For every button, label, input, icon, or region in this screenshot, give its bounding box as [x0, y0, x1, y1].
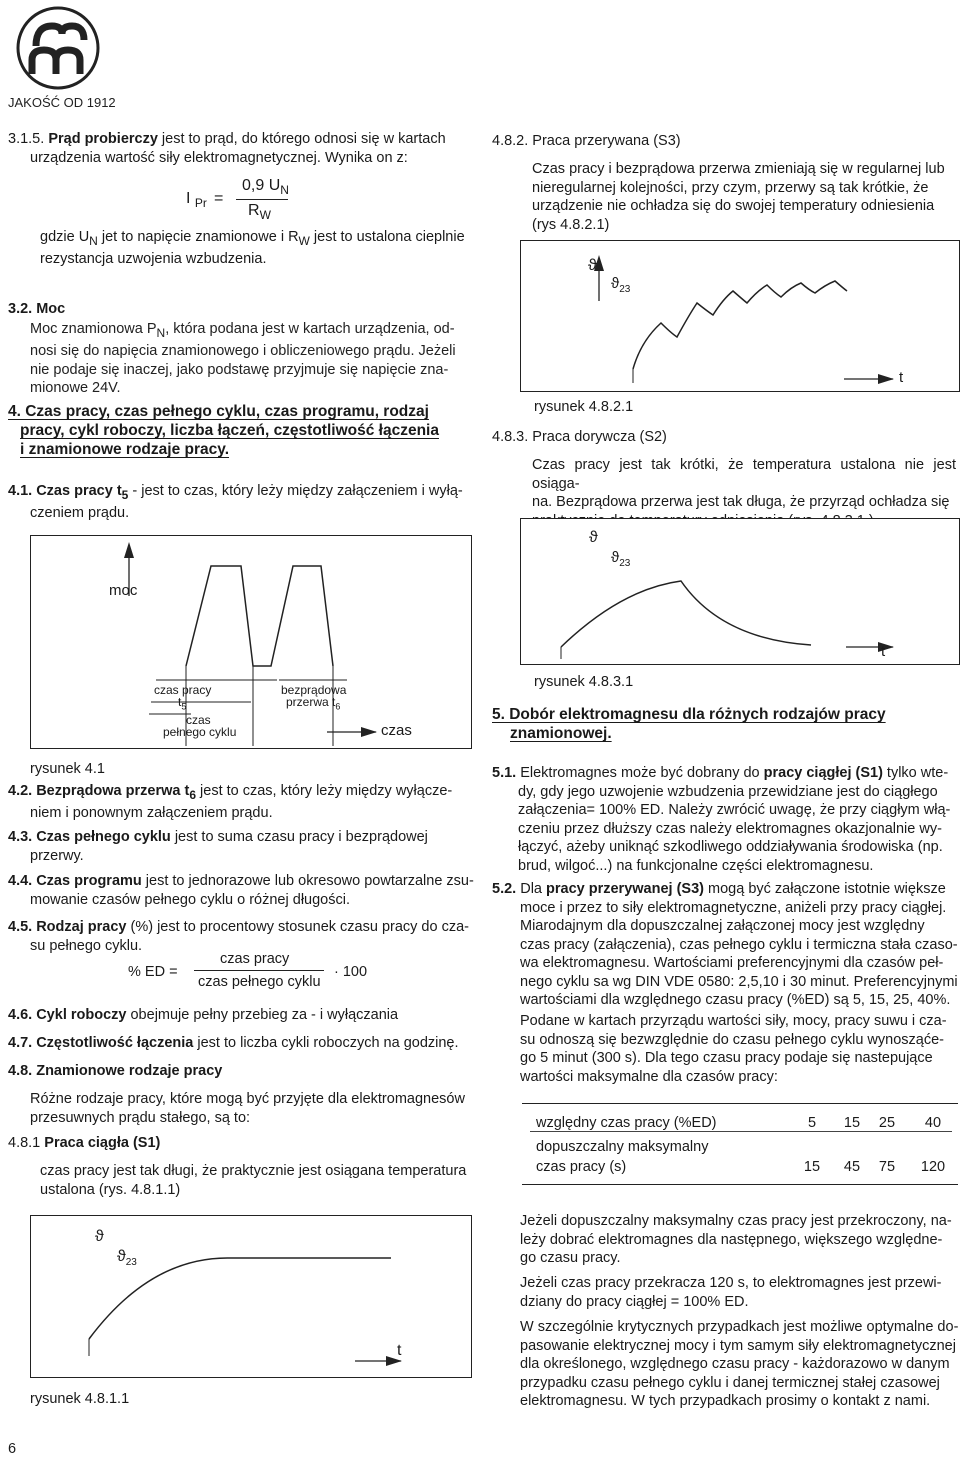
sub: 23	[619, 284, 631, 295]
section-3-1-5	[8, 130, 468, 167]
section-number: 5.2.	[492, 881, 517, 897]
figure-4-8-2-1	[520, 240, 960, 392]
text: wartościami dla względnego czasu pracy (%ED) są 5, 15, 25, 40%.	[520, 992, 951, 1008]
pulse-chart	[31, 536, 471, 748]
logo-mark-icon	[14, 4, 104, 90]
sub: N	[89, 233, 98, 248]
text: nieregularnej kolejności, przy czym, przerwy są tak krótkie, że	[532, 179, 929, 196]
table-row-label: względny czas pracy (%ED)	[536, 1115, 717, 1131]
section-5-1	[492, 764, 958, 875]
short-time-chart	[521, 519, 959, 664]
caption-4-1: rysunek 4.1	[30, 761, 105, 777]
section-4-8-1-body	[40, 1162, 480, 1199]
paragraph-5-2-b	[520, 1012, 960, 1086]
text: Podane w kartach przyrządu wartości siły, mocy, pracy suwu i cza-	[520, 1013, 947, 1029]
label-czas: czas	[186, 713, 211, 727]
text: na. Bezprądowa przerwa jest tak długa, że przyrząd ochładza się	[532, 494, 950, 510]
section-4-8-1	[8, 1134, 478, 1153]
section-title: 4.7. Częstotliwość łączenia	[8, 1035, 194, 1051]
text: nie podaje się inaczej, jako podstawę przyjmuje się napięcie zna-	[30, 361, 449, 378]
text: nego cyklu sa wg DIN VDE 0580: 2,5,10 i 30 minut. Preferencyjnymi	[520, 973, 958, 990]
text: przypadku czasu pełnego cyklu i danej termicznej stałej czasowej	[520, 1374, 940, 1391]
table-cell: 15	[803, 1159, 821, 1175]
text: obejmuje pełny przebieg za - i wyłączania	[126, 1007, 399, 1023]
text: , która podana jest w kartach urządzenia, od-	[165, 321, 455, 337]
section-title: Praca ciągła (S1)	[40, 1135, 161, 1151]
text: łączyć, ażeby uniknąć szkodliwego oddziaływania środowiska (np.	[518, 839, 943, 855]
text: Elektromagnes może być dobrany do	[520, 765, 764, 781]
fraction-line	[236, 199, 288, 200]
ed-table	[522, 1103, 958, 1185]
text: Moc znamionowa P	[30, 321, 157, 337]
heading-line: 5. Dobór elektromagnesu dla różnych rodzajów pracy	[492, 706, 886, 723]
section-number: 3.1.5.	[8, 131, 45, 147]
text: pasowanie elektrycznej mocy i tym samym siły elektromagnetycznej	[520, 1337, 956, 1354]
section-title: 4.6. Cykl roboczy	[8, 1007, 127, 1023]
section-title: 4.4. Czas programu	[8, 873, 142, 889]
text: Dla	[520, 881, 547, 897]
text: moce i przez to siły elektromagnetyczne, aniżeli przy pracy ciągłej.	[520, 899, 947, 916]
text: go czasu pracy.	[520, 1250, 621, 1266]
text: elektromagnesu. W tych przypadkach prosimy o kontakt z nami.	[520, 1393, 931, 1409]
section-4-4	[8, 872, 478, 909]
section-title: 4.8. Znamionowe rodzaje pracy	[8, 1063, 223, 1079]
fraction-line	[194, 970, 324, 971]
sub: W	[298, 233, 310, 248]
sub: 23	[619, 558, 631, 569]
text: jest to suma czasu pracy i bezprądowej	[170, 829, 428, 845]
theta23-label: ϑ	[117, 1248, 126, 1265]
figure-4-8-1-1	[30, 1215, 472, 1378]
text: urządzenie nie ochładza się do swojej temperatury odniesienia	[532, 198, 935, 214]
section-title: 4.2. Bezprądowa przerwa t	[8, 783, 190, 799]
label-pelnego-cyklu: pełnego cyklu	[163, 725, 237, 739]
text: Czas pracy jest tak krótki, że temperatura ustalona nie jest osiąga-	[532, 457, 956, 492]
text: mionowe 24V.	[30, 380, 121, 397]
caption-4-8-1-1: rysunek 4.8.1.1	[30, 1391, 130, 1407]
sub: 5	[121, 487, 129, 502]
formula-ipr	[186, 177, 306, 230]
theta-label: ϑ	[95, 1228, 104, 1245]
section-4-8	[8, 1062, 478, 1081]
intermittent-chart	[521, 241, 959, 391]
text: urządzenia wartość siły elektromagnetycznej. Wynika on z:	[30, 149, 408, 166]
text: dla określonego, względnego czasu pracy - każdorazowo w danym	[520, 1356, 950, 1372]
section-title: 4.3. Czas pełnego cyklu	[8, 829, 171, 845]
x-axis-label: t	[881, 643, 886, 660]
formula-text: I	[186, 190, 191, 207]
sub: 5	[181, 701, 187, 712]
section-3-2-body	[30, 320, 476, 398]
formula-sub: Pr	[194, 196, 207, 211]
text: wartości maksymalne dla czasów pracy:	[520, 1068, 778, 1085]
label-bezpradowa: bezprądowa	[281, 683, 347, 697]
theta23-label: ϑ	[611, 275, 620, 292]
text: załączenia= 100% ED. Należy zwrócić uwagę, że przy ciągłym włą-	[518, 802, 951, 818]
x-axis-label: czas	[381, 722, 412, 739]
text: gdzie U	[40, 229, 90, 245]
formula-den: R	[248, 202, 260, 219]
section-4-8-2-body	[532, 160, 956, 234]
section-5-heading	[492, 705, 960, 743]
label-przerwa: przerwa t	[286, 695, 336, 709]
text: niem i ponownym załączeniem prądu.	[30, 805, 273, 822]
text: czeniu przez dłuższy czas należy elektromagnes okazjonalnie wy-	[518, 820, 942, 837]
heading-line: 4. Czas pracy, czas pełnego cyklu, czas programu, rodzaj	[8, 403, 429, 420]
formula-num: czas pracy	[220, 951, 290, 967]
text: go 5 minut (300 s). Dla tego czasu pracy podaje się nastepujące	[520, 1050, 933, 1066]
formula-mult: · 100	[334, 964, 368, 980]
section-4-3	[8, 828, 478, 865]
section-5-2	[492, 880, 958, 1010]
logo-text: JAKOŚĆ OD 1912	[8, 95, 116, 110]
section-4-6	[8, 1006, 478, 1025]
text: wa elektromagnesu. Wartościami preferencyjnymi dla czasów peł-	[520, 955, 944, 971]
formula-text: % ED =	[128, 964, 178, 980]
page-number: 6	[8, 1441, 17, 1457]
table-divider	[530, 1131, 952, 1132]
text: jest to prąd, do którego odnosi się w kartach	[157, 131, 446, 147]
caption-4-8-3-1: rysunek 4.8.3.1	[534, 674, 634, 690]
text: Różne rodzaje pracy, które mogą być przyjęte dla elektromagnesów	[30, 1091, 465, 1107]
y-axis-label: moc	[109, 582, 138, 599]
section-4-7	[8, 1034, 478, 1053]
text: czeniem prądu.	[30, 505, 130, 522]
table-row-label: dopuszczalny maksymalny	[536, 1139, 709, 1155]
text-bold: pracy ciągłej (S1)	[763, 765, 883, 781]
sub: 6	[189, 787, 196, 802]
text: jet to napięcie znamionowe i R	[97, 229, 299, 245]
table-cell: 25	[878, 1115, 896, 1131]
sub: 23	[125, 1257, 137, 1269]
text: Jeżeli dopuszczalny maksymalny czas pracy jest przekroczony, na-	[520, 1213, 952, 1229]
text: ustalona (rys. 4.8.1.1)	[40, 1181, 181, 1198]
section-3-2	[8, 300, 478, 319]
text: jest to jednorazowe lub okresowo powtarzalne zsu-	[141, 873, 474, 889]
text: nosi się do napięcia znamionowego i obliczeniowego prądu. Jeżeli	[30, 343, 456, 360]
section-title: 4.5. Rodzaj pracy	[8, 919, 127, 935]
section-4-8-3-title: 4.8.3. Praca dorywcza (S2)	[492, 429, 667, 445]
figure-4-1	[30, 535, 472, 749]
label-czas-pracy: czas pracy	[154, 683, 212, 697]
section-4-8-body	[30, 1090, 480, 1127]
section-4-1	[8, 482, 478, 523]
table-cell: 15	[843, 1115, 861, 1131]
text: (%) jest to procentowy stosunek czasu pracy do cza-	[126, 919, 469, 935]
section-4-heading	[8, 402, 478, 459]
formula-den: czas pełnego cyklu	[198, 974, 321, 990]
caption-4-8-2-1: rysunek 4.8.2.1	[534, 399, 634, 415]
theta23-label: ϑ	[611, 549, 620, 566]
text: przerwy.	[30, 847, 84, 864]
table-cell: 40	[924, 1115, 942, 1131]
text: jest to ustalona cieplnie	[309, 229, 465, 245]
text-bold: pracy przerywanej (S3)	[546, 881, 704, 897]
text: su pełnego cyklu.	[30, 937, 143, 954]
text: czas pracy (załączenia), czas pełnego cyklu i termiczna stała czaso-	[520, 936, 958, 953]
table-cell: 45	[843, 1159, 861, 1175]
gdzie-text	[40, 228, 480, 269]
formula-eq: =	[214, 190, 224, 207]
heading-line: i znamionowe rodzaje pracy.	[20, 441, 230, 458]
logo	[14, 4, 104, 90]
text: dy, gdy jego uzwojenie wzbudzenia przewidziane jest do ciągłego	[518, 783, 938, 800]
paragraph-p3	[520, 1212, 960, 1268]
text: (rys 4.8.2.1)	[532, 216, 610, 233]
table-row-label: czas pracy (s)	[536, 1159, 627, 1175]
text: Miarodajnym dla dopuszczalnej załączonej mocy jest względny	[520, 918, 925, 934]
heading-line: znamionowej.	[510, 725, 612, 742]
paragraph-p4	[520, 1274, 960, 1311]
x-axis-label: t	[899, 369, 904, 386]
section-number: 5.1.	[492, 765, 517, 781]
section-title: Prąd probierczy	[48, 131, 158, 147]
text: czas pracy jest tak długi, że praktycznie jest osiągana temperatura	[40, 1163, 467, 1179]
text: tylko wte-	[882, 765, 949, 781]
section-title: 4.1. Czas pracy t	[8, 483, 122, 499]
x-axis-label: t	[397, 1342, 402, 1359]
theta-label: ϑ	[589, 529, 598, 546]
text: przesuwnych prądu stałego, są to:	[30, 1109, 251, 1126]
paragraph-p5	[520, 1318, 960, 1411]
text: rezystancja uzwojenia wzbudzenia.	[40, 251, 267, 268]
sub: N	[156, 325, 166, 340]
text: su odnoszą się bezwzględnie do czasu pełnego cyklu wynosząće-	[520, 1031, 944, 1048]
label-t5: t	[178, 695, 182, 709]
text: Jeżeli czas pracy przekracza 120 s, to elektromagnes jest przewi-	[520, 1275, 942, 1291]
figure-4-8-3-1	[520, 518, 960, 665]
formula-num: 0,9 U	[242, 177, 281, 194]
section-title: 3.2. Moc	[8, 301, 66, 317]
table-cell: 75	[878, 1159, 896, 1175]
text: dziany do pracy ciągłej = 100% ED.	[520, 1293, 749, 1310]
text: - jest to czas, który leży między załączeniem i wyłą-	[128, 483, 463, 499]
section-number: 4.8.1	[8, 1135, 41, 1151]
section-4-8-2-title: 4.8.2. Praca przerywana (S3)	[492, 133, 681, 149]
formula-ed	[128, 950, 388, 994]
theta-label: ϑ	[588, 257, 597, 274]
text: W szczególnie krytycznych przypadkach jest możliwe optymalne do-	[520, 1319, 959, 1335]
formula-sub: N	[280, 183, 289, 198]
text: Czas pracy i bezprądowa przerwa zmieniają się w regularnej lub	[532, 161, 945, 177]
text: mogą być załączone istotnie większe	[703, 881, 946, 897]
table-cell: 120	[920, 1159, 946, 1175]
sub: 6	[335, 701, 341, 712]
text: jest to czas, który leży między wyłącze-	[196, 783, 453, 799]
section-4-2	[8, 782, 478, 823]
text: leży dobrać elektromagnes dla następnego, większego względne-	[520, 1231, 943, 1248]
text: jest to liczba cykli roboczych na godzinę.	[193, 1035, 459, 1051]
table-cell: 5	[807, 1115, 817, 1131]
heading-line: pracy, cykl roboczy, liczba łączeń, częstotliwość łączenia	[20, 422, 439, 439]
text: mowanie czasów pełnego cyklu o różnej długości.	[30, 891, 350, 908]
formula-sub: W	[259, 208, 271, 223]
text: brud, wilgoć...) na funkcjonalne części elektromagnesu.	[518, 857, 874, 874]
